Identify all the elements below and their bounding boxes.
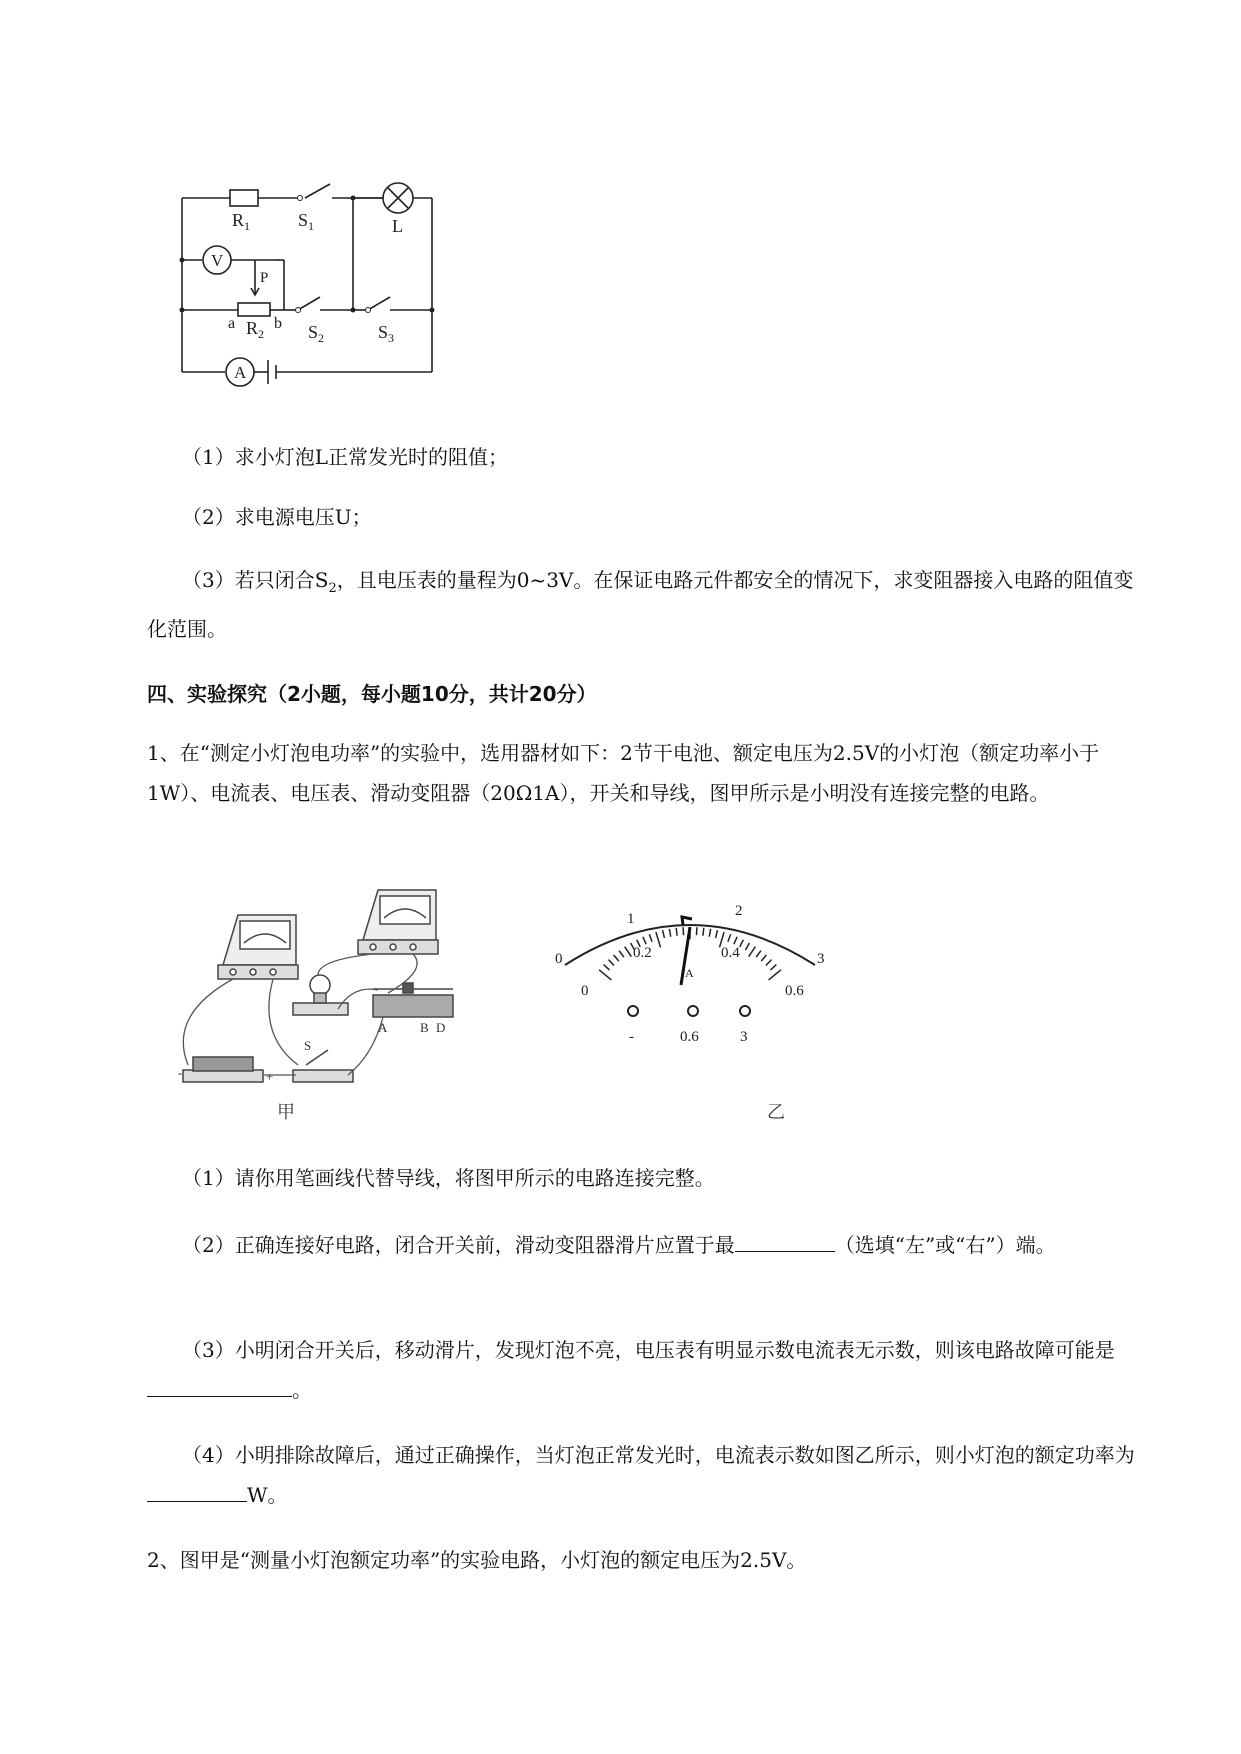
answer-blank-2[interactable] [735, 1225, 835, 1252]
switch-label: S [304, 1038, 312, 1053]
rheostat-a-label: A [378, 1020, 388, 1035]
dial-tick [604, 965, 610, 970]
dial-tick [703, 928, 704, 936]
dial-tick [771, 965, 777, 970]
r1-label: $R_1$ [232, 210, 251, 233]
exp1-question-1: （1）请你用笔画线代替导线，将图甲所示的电路连接完整。 [182, 1166, 715, 1190]
dial-tick [599, 970, 611, 980]
scale-bottom-04: 0.4 [721, 945, 740, 961]
dial-tick [740, 940, 744, 947]
figure-jia-label: 甲 [277, 1102, 295, 1123]
exp1-question-2: （2）正确连接好电路，闭合开关前，滑动变阻器滑片应置于最 （选填“左”或“右”）端。 [147, 1225, 1147, 1265]
dial-tick [663, 930, 665, 938]
ammeter-dial-figure [545, 895, 845, 1055]
s1-label: $S_1$ [298, 210, 315, 233]
dial-tick [734, 937, 737, 944]
battery-plus-label: + [266, 1069, 274, 1084]
terminal-06: 0.6 [680, 1029, 699, 1045]
rheostat-b-label: B [420, 1020, 429, 1035]
dial-tick [709, 929, 710, 937]
exp1-question-4: （4）小明排除故障后，通过正确操作，当灯泡正常发光时，电流表示数如图乙所示，则小灯泡的额定功率为W。 [147, 1435, 1147, 1515]
dial-tick [656, 932, 661, 947]
dial-tick [649, 934, 652, 942]
dial-tick [614, 955, 619, 961]
scale-top-3: 3 [817, 951, 825, 967]
figure-yi-label: 乙 [767, 1102, 785, 1123]
s3-label: $S_3$ [378, 322, 395, 345]
circuit-diagram [170, 160, 440, 400]
dial-tick [745, 943, 749, 950]
scale-top-0: 0 [555, 951, 563, 967]
dial-tick [756, 951, 761, 957]
question-1: （1）求小灯泡L正常发光时的阻值； [182, 445, 509, 469]
section-heading: 四、实验探究（2小题，每小题10分，共计20分） [147, 682, 597, 706]
ammeter-label: A [234, 363, 247, 382]
battery-minus-label: - [178, 1065, 183, 1080]
terminal-minus: - [629, 1029, 634, 1045]
question-3: （3）若只闭合$S_2$，且电压表的量程为0~3V。在保证电路元件都安全的情况下，求变阻器接入电路的阻值变化范围。 [147, 568, 1134, 641]
terminal-3: 3 [740, 1029, 748, 1045]
lamp-label: L [392, 216, 403, 236]
scale-bottom-06: 0.6 [785, 983, 804, 999]
scale-bottom-0: 0 [581, 983, 589, 999]
dial-tick [761, 955, 766, 961]
meter-unit: A [685, 966, 694, 980]
voltmeter-label: V [211, 251, 224, 270]
scale-bottom-02: 0.2 [633, 945, 652, 961]
answer-blank-3[interactable] [147, 1370, 292, 1397]
dial-tick [643, 937, 646, 944]
dial-tick [766, 960, 772, 966]
scale-top-2: 2 [735, 903, 743, 919]
end-b-label: b [274, 315, 282, 332]
answer-blank-4[interactable] [147, 1475, 247, 1502]
s2-label: $S_2$ [308, 322, 325, 345]
experiment-2-intro: 2、图甲是“测量小灯泡额定功率”的实验电路，小灯泡的额定电压为2.5V。 [147, 1548, 807, 1572]
dial-tick [625, 947, 632, 957]
dial-tick [669, 929, 670, 937]
dial-tick [769, 970, 781, 980]
dial-tick [619, 951, 624, 957]
end-a-label: a [228, 315, 236, 332]
slider-label: P [260, 270, 269, 286]
r2-label: $R_2$ [246, 318, 265, 341]
dial-tick [716, 930, 718, 938]
dial-tick [749, 947, 756, 957]
rheostat-d-label: D [436, 1020, 446, 1035]
dial-tick [728, 934, 731, 942]
question-2: （2）求电源电压U； [182, 505, 372, 529]
scale-top-1: 1 [627, 911, 635, 927]
apparatus-figure [178, 885, 518, 1085]
experiment-1-intro: 1、在“测定小灯泡电功率”的实验中，选用器材如下：2节干电池、额定电压为2.5V的小灯泡（额定功率小于1W）、电流表、电压表、滑动变阻器（20Ω1A），开关和导线，图甲所示是小明没有连接完整的电路。 [147, 741, 1100, 805]
dial-tick [676, 928, 677, 936]
exp1-question-3: （3）小明闭合开关后，移动滑片，发现灯泡不亮，电压表有明显示数电流表无示数，则该电路故障可能是。 [147, 1330, 1147, 1410]
dial-tick [609, 960, 615, 966]
